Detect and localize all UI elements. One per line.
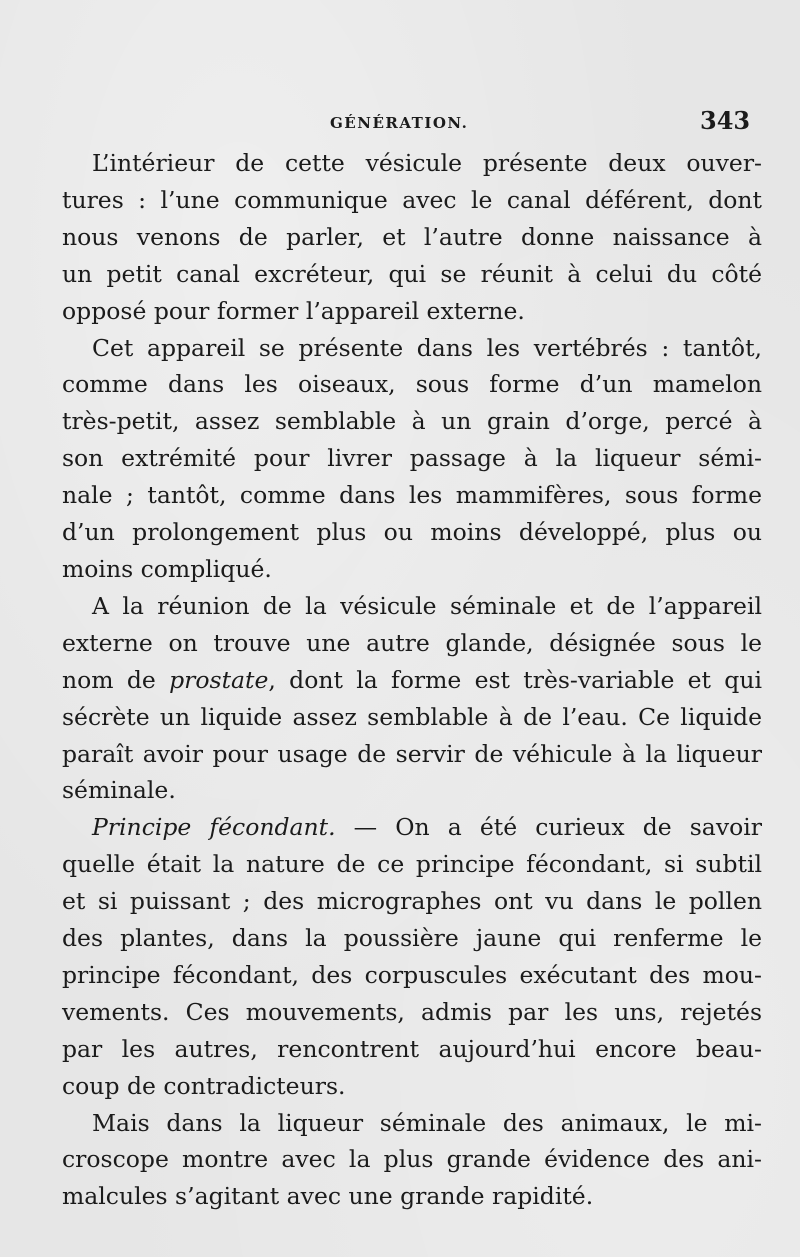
paragraph-2	[62, 330, 762, 588]
text-line-mixed	[62, 662, 762, 699]
text-line: son extrémité pour livrer passage à la liqueur sémi-	[62, 444, 762, 473]
text-fragment: , dont la forme est très-variable et qui	[268, 665, 762, 694]
text-line: comme dans les oiseaux, sous forme d’un mamelon	[62, 370, 762, 399]
running-head	[0, 106, 800, 136]
text-line: des plantes, dans la poussière jaune qui renferme le	[62, 924, 762, 953]
text-line: principe fécondant, des corpuscules exécutant des mou-	[62, 960, 762, 989]
text-line: par les autres, rencontrent aujourd’hui encore beau-	[62, 1034, 762, 1063]
text-line: nous venons de parler, et l’autre donne naissance à	[62, 222, 762, 251]
italic-term: prostate	[169, 665, 269, 694]
paragraph-5	[62, 1105, 762, 1216]
text-line: externe on trouve une autre glande, désignée sous le	[62, 628, 762, 657]
text-line: d’un prolongement plus ou moins développé, plus ou	[62, 518, 762, 547]
text-fragment: nom de	[62, 665, 170, 694]
text-line: Cet appareil se présente dans les vertébrés : tantôt,	[92, 333, 762, 362]
text-line: malcules s’agitant avec une grande rapidité.	[62, 1182, 594, 1211]
running-title: GÉNÉRATION.	[330, 114, 469, 132]
text-line: paraît avoir pour usage de servir de véhicule à la liqueur	[62, 739, 762, 768]
text-line: A la réunion de la vésicule séminale et de l’appareil	[92, 591, 762, 620]
page-number: 343	[700, 106, 751, 135]
text-line: Mais dans la liqueur séminale des animaux, le mi-	[92, 1108, 762, 1137]
text-line: tures : l’une communique avec le canal déférent, dont	[62, 185, 762, 214]
italic-heading: Principe fécondant.	[92, 813, 336, 842]
text-line: L’intérieur de cette vésicule présente deux ouver-	[92, 149, 762, 177]
text-fragment: — On a été curieux de savoir	[335, 813, 762, 842]
text-line: vements. Ces mouvements, admis par les uns, rejetés	[62, 997, 762, 1026]
paragraph-3	[62, 588, 762, 809]
paragraph-1	[62, 145, 762, 330]
body-text	[62, 145, 762, 1215]
text-line: coup de contradicteurs.	[62, 1071, 346, 1100]
text-line: quelle était la nature de ce principe fécondant, si subtil	[62, 850, 762, 879]
text-line: nale ; tantôt, comme dans les mammifères, sous forme	[62, 481, 762, 510]
text-line: sécrète un liquide assez semblable à de l’eau. Ce liquide	[62, 702, 762, 731]
text-line: et si puissant ; des micrographes ont vu dans le pollen	[62, 887, 762, 916]
text-line: séminale.	[62, 776, 176, 805]
text-line: opposé pour former l’appareil externe.	[62, 296, 525, 325]
text-line: moins compliqué.	[62, 554, 272, 583]
text-line: un petit canal excréteur, qui se réunit à celui du côté	[62, 259, 762, 288]
paragraph-4	[62, 809, 762, 1104]
text-line: très-petit, assez semblable à un grain d’orge, percé à	[62, 407, 762, 436]
text-line-mixed	[62, 809, 762, 846]
text-line: croscope montre avec la plus grande évidence des ani-	[62, 1145, 762, 1174]
